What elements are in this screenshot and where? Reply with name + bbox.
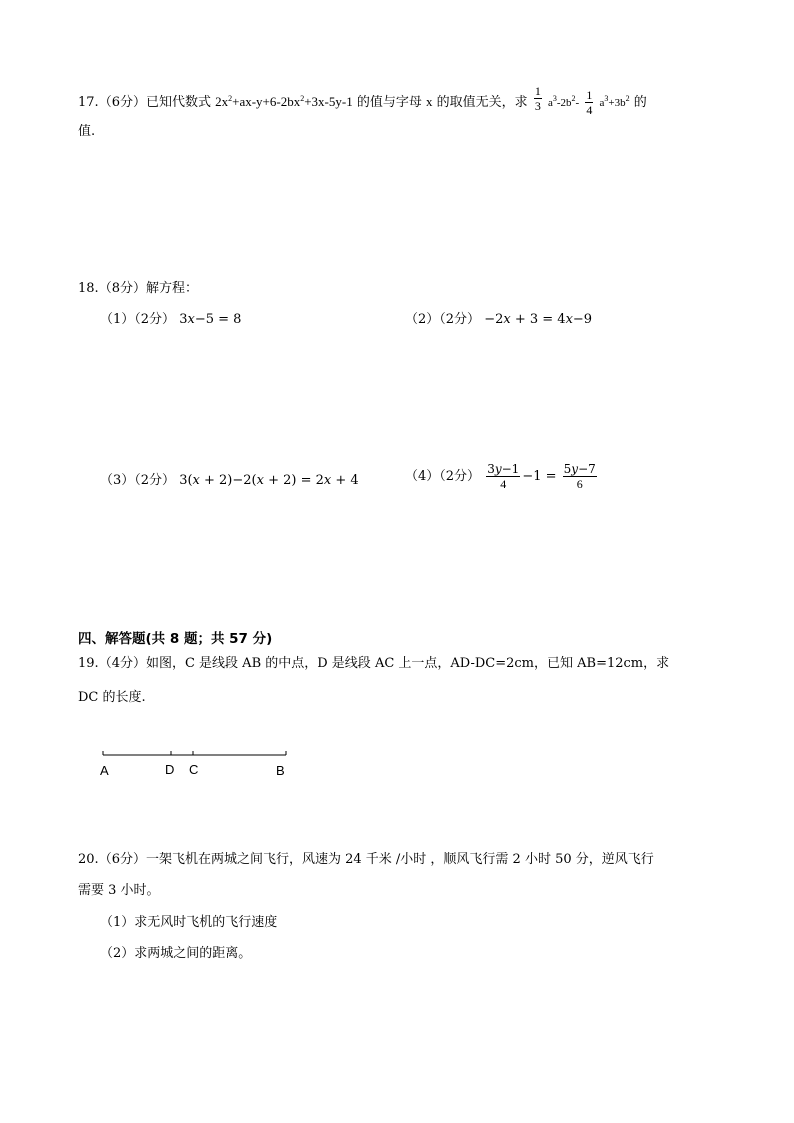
section-heading: 四、解答题(共 8 题；共 57 分)	[78, 631, 273, 647]
q19-line2: DC 的长度.	[78, 690, 146, 705]
q17-expression: $2x^2+ax-y+6-2bx^2+3x-5y-1$	[215, 94, 353, 109]
q18-score: （8分）	[98, 281, 146, 296]
q20-score: （6分）	[98, 852, 146, 867]
q18-title: 解方程：	[145, 281, 198, 296]
q18-part4-frac-b-den: 6	[563, 476, 597, 491]
q17-line1	[78, 84, 647, 117]
q18-part2-equation: −2x + 3 = 4x−9	[484, 312, 593, 327]
q19-number: 19.	[78, 656, 99, 671]
q18-part3-label: （3）（2分）	[100, 473, 176, 488]
q18-part1-equation: 3x−5 = 8	[179, 312, 242, 327]
q20-sub-2: （2）求两城之间的距离。	[100, 946, 252, 961]
q19-score: （4分）	[98, 656, 146, 671]
q18-part1-label: （1）（2分）	[100, 312, 176, 327]
q18-part4-fraction-a	[486, 462, 520, 491]
q17-frac2-den: 4	[586, 103, 593, 117]
q18-part4-frac-b-num: 5y−7	[563, 462, 596, 476]
q18-number: 18.	[78, 281, 99, 296]
q20-line2: 需要 3 小时。	[78, 883, 160, 898]
q18-part4-label: （4）（2分）	[405, 469, 481, 484]
q17-term-2: $a^3+3b^2$	[599, 94, 630, 109]
q20-number: 20.	[78, 852, 99, 867]
q19-line1	[78, 655, 669, 673]
q17-text-b: 的值与字母	[356, 95, 422, 110]
q17-number: 17.	[78, 95, 99, 110]
q17-frac2-num: 1	[586, 88, 593, 102]
q17-line2: 值.	[78, 124, 96, 139]
q18-part4-frac-a-num: 3y−1	[487, 462, 520, 476]
q17-term-1: $a^3-2b^2-$	[547, 94, 580, 109]
q17-fraction-2	[585, 88, 593, 117]
label-a: A	[100, 763, 109, 778]
segment-diagram	[95, 745, 295, 785]
q18-part4-frac-a-den: 4	[486, 476, 520, 491]
q17-text-c: 的取值无关，求	[436, 95, 528, 110]
q18-part4-fraction-b	[563, 462, 597, 491]
q20-text-1: 一架飞机在两城之间飞行，风速为 24 千米 /小时 ，顺风飞行需 2 小时 50 分，逆风飞行	[145, 852, 654, 867]
q18-header	[78, 280, 198, 298]
q18-part-2	[405, 311, 592, 329]
label-c: C	[189, 762, 199, 777]
q17-text-d: 的	[633, 95, 647, 110]
q17-text-a: 已知代数式	[145, 95, 211, 110]
q19-text-1: 如图，C 是线段 AB 的中点，D 是线段 AC 上一点，AD-DC=2cm，已知 AB=12cm，求	[145, 656, 670, 671]
q18-part-4	[405, 462, 599, 491]
q17-frac1-num: 1	[534, 84, 541, 98]
q17-score: （6分）	[98, 95, 146, 110]
q20-line1	[78, 851, 654, 869]
q18-part4-mid: −1 =	[522, 469, 557, 484]
label-b: B	[276, 763, 285, 778]
q17-frac1-den: 3	[534, 99, 541, 113]
q18-part-3	[100, 472, 359, 490]
q20-sub-1: （1）求无风时飞机的飞行速度	[100, 915, 278, 930]
q17-fraction-1	[534, 84, 542, 113]
label-d: D	[165, 762, 175, 777]
q17-var-x: x	[426, 94, 433, 109]
q18-part3-equation: 3(x + 2)−2(x + 2) = 2x + 4	[179, 473, 359, 488]
q18-part2-label: （2）（2分）	[405, 312, 481, 327]
q18-part-1	[100, 311, 241, 329]
